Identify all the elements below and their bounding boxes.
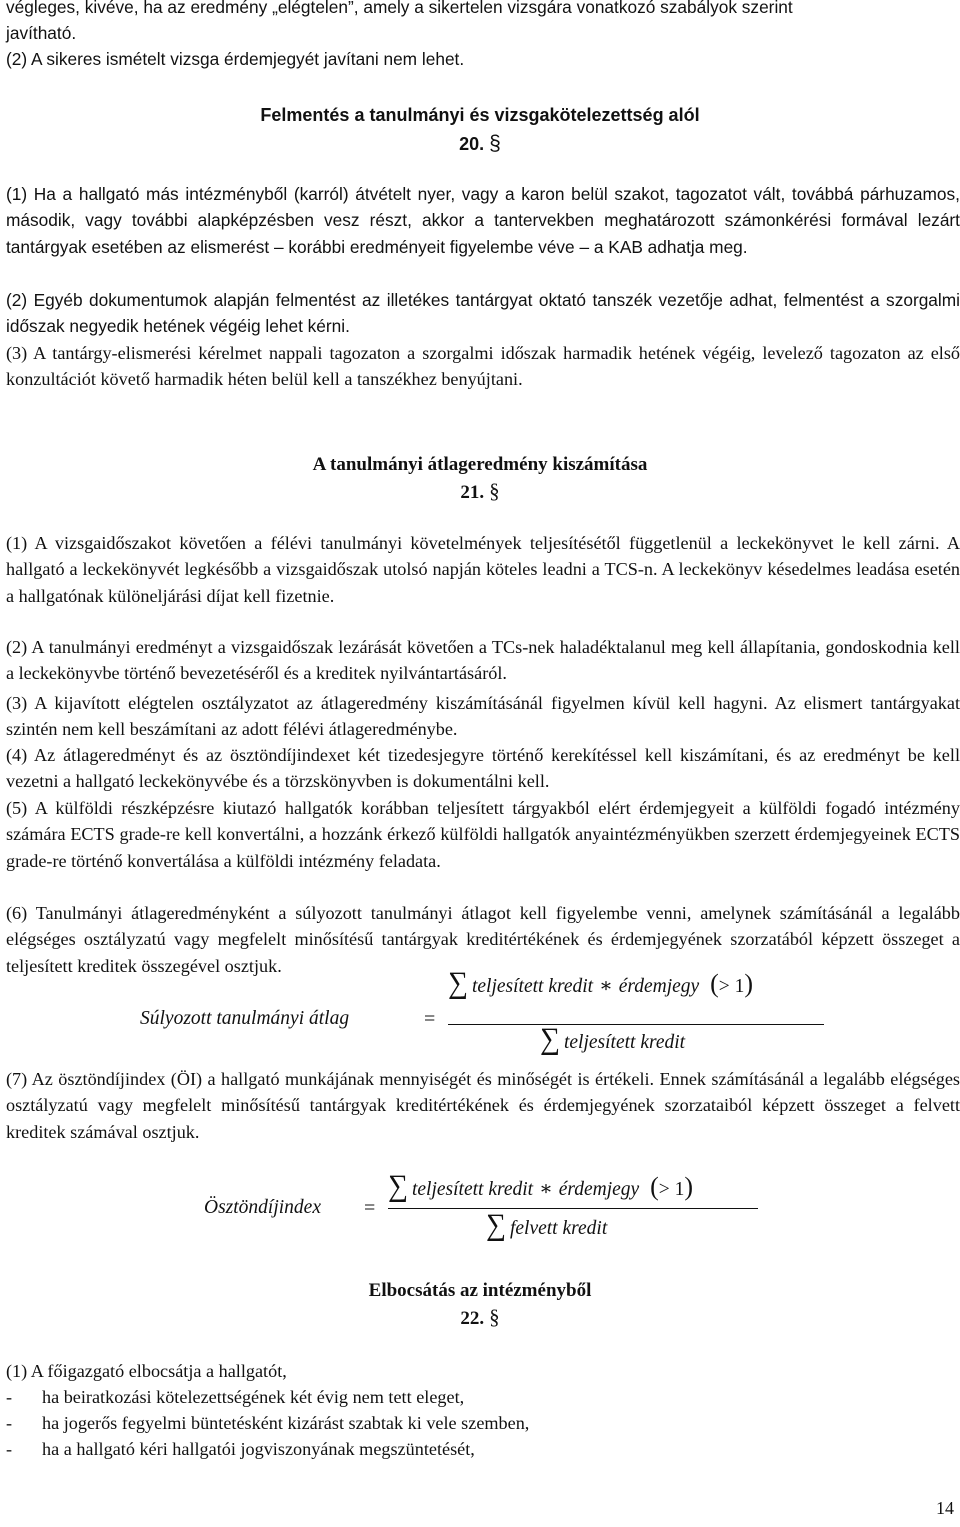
formula-2-numerator [388, 1169, 694, 1204]
section-22-intro: (1) A főigazgató elbocsátja a hallgatót, [6, 1361, 287, 1381]
formula-2-denominator [486, 1208, 608, 1243]
list-item [6, 1436, 475, 1462]
section-21-paragraph-5: (5) A külföldi részképzésre kiutazó hallgatók korábban teljesített tárgyakból elért érdemjegyeit a külföldi fogadó intézmény számára ECTS grade-re kell konvertálni, a hozzánk érkező külföldi hallgatók anyaintézményükben szerzett érdemjegyeinek ECTS grade-re történő konvertálása a külföldi intézmény feladata. [6, 798, 960, 871]
section-22-heading: Elbocsátás az intézményből [368, 1280, 592, 1301]
continuation-line-3: (2) A sikeres ismételt vizsga érdemjegyét javítani nem lehet. [6, 49, 465, 69]
multiply-icon: ∗ [599, 975, 613, 997]
formula-1-condition: > 1 [718, 976, 745, 997]
section-20-paragraph-3: (3) A tantárgy-elismerési kérelmet nappali tagozaton a szorgalmi időszak harmadik hetének végéig, levelező tagozaton az első konzultációt követő harmadik héten belül kell a tanszékhez benyújtani. [6, 343, 960, 390]
section-21-number-text: 21. [460, 482, 485, 503]
formula-1-numerator [448, 966, 754, 1001]
list-dash: - [6, 1439, 13, 1459]
formula-2-condition: > 1 [658, 1179, 685, 1200]
sum-icon: ∑ [540, 1022, 560, 1057]
section-20-paragraph-2: (2) Egyéb dokumentumok alapján felmentést az illetékes tantárgyat oktató tanszék vezetője adhat, felmentést a szorgalmi időszak negyedik hetének végéig lehet kérni. [6, 290, 960, 337]
sum-icon: ∑ [448, 966, 468, 1001]
formula-1-den-text: teljesített kredit [563, 1032, 686, 1053]
formula-1-num-b: érdemjegy [618, 976, 700, 997]
section-21-paragraph-1: (1) A vizsgaidőszakot követően a félévi tanulmányi követelmények teljesítésétől függetlenül a leckekönyvet le kell zárni. A hallgató a leckekönyvét legkésőbb a vizsgaidőszak utolsó napján köteles leadni a TCS-n. A leckekönyv késedelmes leadása esetén a hallgatónak különeljárási díjat kell fizetnie. [6, 533, 960, 606]
section-21-paragraph-3: (3) A kijavított elégtelen osztályzatot az átlageredmény kiszámításánál figyelmen kívül kell hagyni. Az elismert tantárgyakat szintén nem kell beszámítani az adott félévi átlageredménybe. [6, 693, 960, 740]
formula-2-den-text: felvett kredit [509, 1218, 608, 1239]
formula-1-equals: = [424, 1008, 436, 1030]
continuation-line-2: javítható. [6, 23, 77, 43]
formula-2-num-a: teljesített kredit [411, 1179, 534, 1200]
formula-1-fraction-bar [448, 1024, 824, 1025]
section-sign-icon: § [489, 132, 501, 155]
formula-1-lhs: Súlyozott tanulmányi átlag [140, 1008, 350, 1029]
section-20-number-text: 20. [459, 134, 485, 154]
section-22-number [0, 1305, 960, 1331]
section-20-paragraph-1: (1) Ha a hallgató más intézményből (karról) átvételt nyer, vagy a karon belül szakot, tagozatot vált, továbbá párhuzamos, második, vagy további alapképzésben vesz részt, akkor a tantervekben meghatározott számonkérési formával lezárt tantárgyak esetében az elismerést – korábbi eredményeit figyelembe véve – a KAB adhatja meg. [6, 184, 960, 257]
section-21-paragraph-6: (6) Tanulmányi átlageredményként a súlyozott tanulmányi átlagot kell figyelembe venni, amelynek számításánál a legalább elégséges osztályzatú vagy megfelelt minősítésű tantárgyak kreditértékének és érdemjegyének szorzatából képzett összeget a teljesített kreditek összegével osztjuk. [6, 903, 960, 976]
list-item-text: ha a hallgató kéri hallgatói jogviszonyának megszüntetését, [42, 1439, 475, 1459]
section-20-heading: Felmentés a tanulmányi és vizsgakötelezettség alól [260, 105, 700, 125]
page-number: 14 [936, 1498, 954, 1518]
list-item-text: ha jogerős fegyelmi büntetésként kizárást szabtak ki vele szemben, [42, 1413, 530, 1433]
formula-1-close-paren: ) [744, 969, 754, 998]
formula-2-close-paren: ) [684, 1172, 694, 1201]
formula-2-fraction-bar [388, 1208, 758, 1209]
sum-icon: ∑ [388, 1169, 408, 1204]
formula-2-lhs: Ösztöndíjindex [204, 1197, 321, 1218]
section-20-number [0, 132, 960, 156]
list-dash: - [6, 1413, 13, 1433]
multiply-icon: ∗ [539, 1178, 553, 1200]
continuation-line-1: végleges, kivéve, ha az eredmény „elégtelen”, amely a sikertelen vizsgára vonatkozó szabályok szerint [6, 0, 793, 17]
section-21-heading: A tanulmányi átlageredmény kiszámítása [312, 454, 648, 475]
formula-2-num-b: érdemjegy [558, 1179, 640, 1200]
section-21-paragraph-2: (2) A tanulmányi eredményt a vizsgaidőszak lezárását követően a TCs-nek haladéktalanul meg kell állapítania, gondoskodnia kell a leckekönyvbe történő bevezetéséről és a kreditek nyilvántartásáról. [6, 637, 960, 684]
sum-icon: ∑ [486, 1208, 506, 1243]
list-dash: - [6, 1387, 13, 1407]
section-sign-icon: § [489, 1305, 500, 1329]
section-21-paragraph-7: (7) Az ösztöndíjindex (ÖI) a hallgató munkájának mennyiségét és minőségét is értékeli. Ennek számításánál a legalább elégséges osztályzatú vagy megfelelt minősítésű tantárgyak kreditértékének és érdemjegyének szorzataiból képzett összeget a felvett kreditek számával osztjuk. [6, 1069, 960, 1142]
section-21-paragraph-4: (4) Az átlageredményt és az ösztöndíjindexet két tizedesjegyre történő kerekítéssel kell kiszámítani, és az eredményt be kell vezetni a hallgató leckekönyvébe és a törzskönyvben is dokumentálni kell. [6, 745, 960, 792]
list-item [6, 1410, 529, 1436]
section-sign-icon: § [489, 479, 500, 503]
formula-1-denominator [540, 1022, 686, 1057]
formula-1-num-a: teljesített kredit [471, 976, 594, 997]
list-item [6, 1384, 464, 1410]
formula-1-open-paren: ( [710, 969, 719, 998]
formula-2-open-paren: ( [650, 1172, 659, 1201]
section-22-number-text: 22. [460, 1308, 485, 1329]
section-21-number [0, 479, 960, 505]
list-item-text: ha beiratkozási kötelezettségének két évig nem tett eleget, [42, 1387, 465, 1407]
formula-2-equals: = [364, 1197, 376, 1219]
